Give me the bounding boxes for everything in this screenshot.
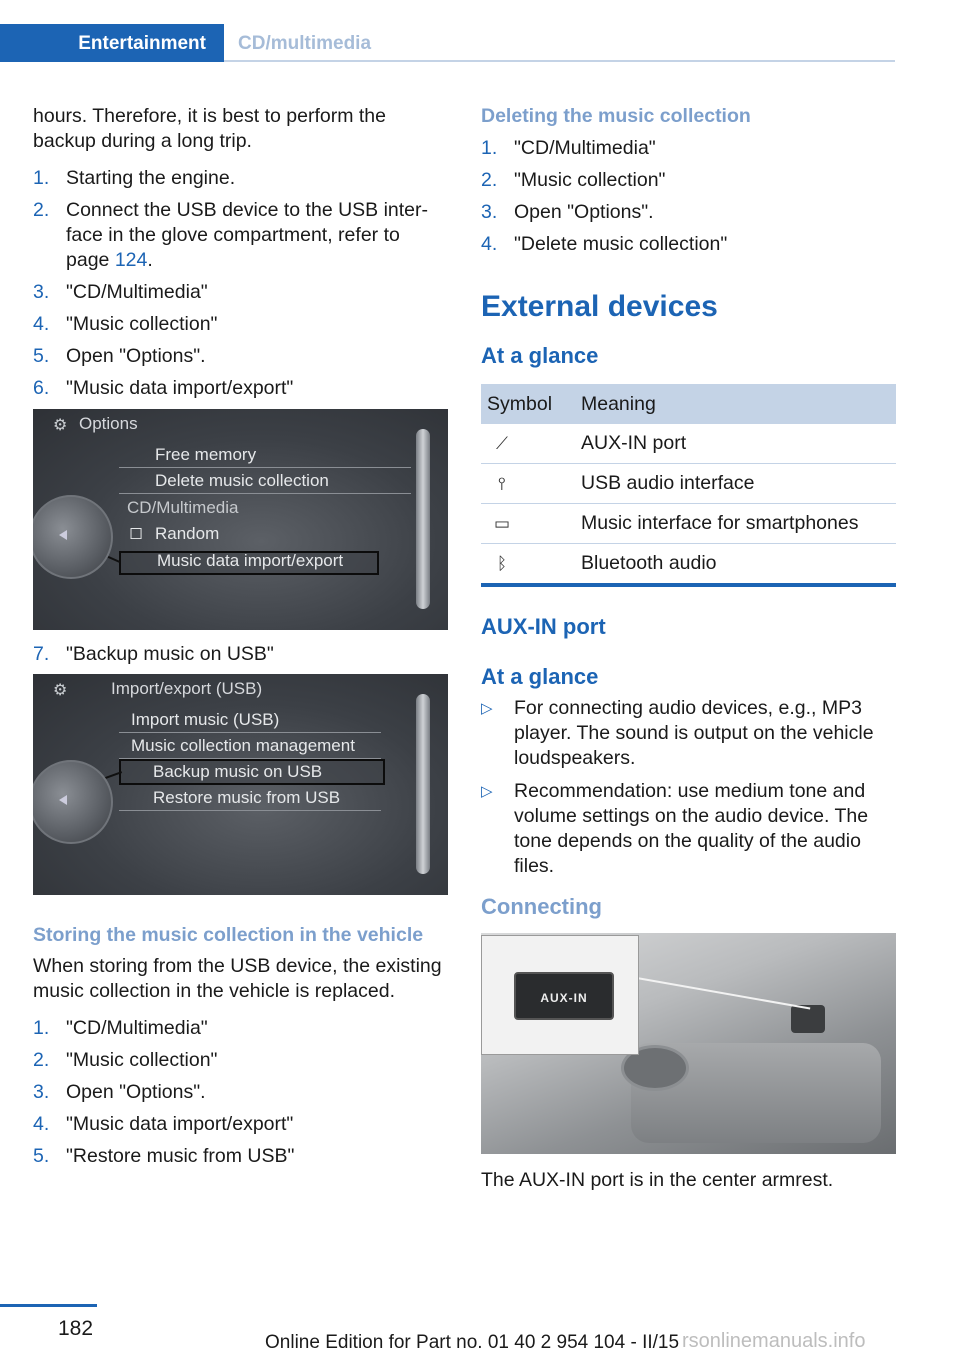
menu-separator: [119, 493, 411, 494]
step-text: Connect the USB device to the USB interface in the glove compartment, refer to page: [66, 199, 429, 271]
storing-paragraph: When storing from the USB device, the existing music collection in the vehicle is replaced.: [33, 955, 442, 1002]
steps-restore: [33, 1016, 448, 1169]
step-number: 3.: [33, 281, 50, 303]
step-text: "Music data import/export": [66, 1113, 294, 1135]
list-item: [33, 280, 448, 305]
aux-in-heading: AUX-IN port: [481, 614, 606, 639]
table-cell-meaning: Music interface for smartphones: [575, 504, 896, 544]
step-number: 3.: [33, 1081, 50, 1103]
step-text: "Music collection": [66, 313, 218, 335]
step-number: 4.: [481, 233, 498, 255]
step-text: "Music collection": [514, 169, 666, 191]
menu-item-restore-usb: Restore music from USB: [153, 788, 341, 807]
list-item: [33, 376, 448, 401]
step-text: "CD/Multimedia": [514, 137, 656, 159]
table-row: [481, 464, 896, 504]
settings-gear-icon: ⚙: [53, 417, 68, 434]
aux-at-a-glance-heading: At a glance: [481, 664, 599, 689]
step-text: "CD/Multimedia": [66, 1017, 208, 1039]
step-text: Open "Options".: [66, 1081, 206, 1103]
page-number: 182: [58, 1317, 94, 1340]
usb-icon: ⫯: [498, 474, 506, 493]
intro-paragraph: hours. Therefore, it is best to perform the backup during a long trip.: [33, 105, 386, 152]
deleting-heading: Deleting the music collection: [481, 105, 751, 127]
menu-item-import-export: Music data import/export: [157, 551, 344, 570]
table-cell-meaning: AUX-IN port: [575, 424, 896, 464]
screen-scroll-arc: [416, 429, 430, 609]
menu-item-import-music: Import music (USB): [131, 710, 280, 729]
steps-delete: [481, 136, 896, 257]
settings-gear-icon: ⚙: [53, 682, 68, 699]
connecting-heading: Connecting: [481, 894, 602, 919]
menu-separator: [119, 467, 411, 468]
step-text-end: .: [147, 249, 153, 271]
steps-backup-continued: [33, 642, 448, 667]
table-header-meaning: Meaning: [575, 384, 896, 424]
step-text: "Backup music on USB": [66, 643, 274, 665]
armrest-photo: [481, 933, 896, 1154]
list-item: [33, 1144, 448, 1169]
at-a-glance-heading: At a glance: [481, 343, 599, 368]
list-item: [33, 198, 448, 273]
triangle-bullet-icon: ▷: [481, 783, 493, 800]
callout-line: [637, 977, 811, 1010]
table-header-symbol: Symbol: [481, 384, 575, 424]
step-text: "Restore music from USB": [66, 1145, 295, 1167]
step-number: 4.: [33, 313, 50, 335]
table-row: [481, 544, 896, 586]
header-tab-cd-multimedia[interactable]: CD/multimedia: [238, 33, 372, 54]
step-number: 2.: [33, 199, 50, 221]
aux-bullets: [481, 696, 896, 879]
step-number: 2.: [33, 1049, 50, 1071]
list-item: [481, 696, 896, 771]
list-item: [481, 779, 896, 879]
aux-in-plate-label: AUX-IN: [540, 991, 588, 1005]
symbol-table: [481, 384, 896, 587]
footer-accent-line: [0, 1304, 97, 1307]
aux-port-closeup: [481, 935, 639, 1055]
bluetooth-icon: ᛒ: [496, 554, 508, 573]
bullet-text: Recommendation: use medium tone and volume settings on the audio device. The tone depends on the quality of the audio files.: [514, 780, 869, 877]
list-item: [481, 232, 896, 257]
photo-caption: The AUX-IN port is in the center armrest.: [481, 1169, 834, 1191]
step-text: "CD/Multimedia": [66, 281, 208, 303]
external-devices-heading: External devices: [481, 290, 718, 323]
storing-heading: Storing the music collection in the vehicle: [33, 924, 424, 946]
controller-knob: [33, 760, 113, 844]
list-item: [33, 166, 448, 191]
table-cell-meaning: USB audio interface: [575, 464, 896, 504]
bullet-text: For connecting audio devices, e.g., MP3 player. The sound is output on the vehicle loudspeakers.: [514, 697, 874, 769]
list-item: [33, 1048, 448, 1073]
header-divider: [224, 60, 895, 62]
list-item: [481, 136, 896, 161]
step-text: Open "Options".: [514, 201, 654, 223]
step-number: 2.: [481, 169, 498, 191]
step-number: 3.: [481, 201, 498, 223]
left-column: [33, 104, 448, 1176]
step-number: 7.: [33, 643, 50, 665]
table-header-row: [481, 384, 896, 424]
checkbox-icon: ◻: [129, 523, 144, 542]
list-item: [33, 1112, 448, 1137]
step-number: 5.: [33, 1145, 50, 1167]
menu-section-cd-multimedia: CD/Multimedia: [127, 498, 239, 517]
right-column: [481, 104, 896, 1193]
triangle-bullet-icon: ▷: [481, 700, 493, 717]
table-row: [481, 424, 896, 464]
menu-item-collection-management: Music collection management: [131, 736, 355, 755]
step-number: 6.: [33, 377, 50, 399]
step-text: "Music collection": [66, 1049, 218, 1071]
step-text: Starting the engine.: [66, 167, 236, 189]
header-tab-entertainment[interactable]: [0, 24, 224, 62]
step-text: "Music data import/export": [66, 377, 294, 399]
watermark: rsonlinemanuals.info: [682, 1330, 866, 1352]
menu-item-free-memory: Free memory: [155, 445, 257, 464]
edition-text: Online Edition for Part no. 01 40 2 954 104 - II/15: [265, 1332, 680, 1353]
table-cell-meaning: Bluetooth audio: [575, 544, 896, 586]
steps-backup: [33, 166, 448, 401]
list-item: [33, 642, 448, 667]
idrive-screen-options: [33, 409, 448, 630]
table-row: [481, 504, 896, 544]
list-item: [33, 1016, 448, 1041]
screen-title: Import/export (USB): [111, 679, 263, 698]
menu-item-backup-usb: Backup music on USB: [153, 762, 323, 781]
step-number: 1.: [33, 1017, 50, 1039]
menu-separator: [119, 732, 381, 733]
aux-in-plate: [514, 972, 614, 1020]
step-text: "Delete music collection": [514, 233, 728, 255]
screen-title: Options: [79, 414, 138, 433]
list-item: [481, 168, 896, 193]
header-tab-entertainment-label: Entertainment: [78, 33, 206, 54]
list-item: [481, 200, 896, 225]
smartphone-music-icon: ▭: [493, 514, 511, 533]
idrive-screen-import-export: [33, 674, 448, 895]
menu-separator: [119, 810, 381, 811]
list-item: [33, 1080, 448, 1105]
menu-item-random: Random: [155, 524, 220, 543]
step-number: 1.: [481, 137, 498, 159]
controller-knob: [33, 495, 113, 579]
list-item: [33, 344, 448, 369]
page-link[interactable]: 124: [114, 249, 148, 271]
aux-plug-icon: ⟋: [496, 434, 508, 453]
step-number: 1.: [33, 167, 50, 189]
step-number: 4.: [33, 1113, 50, 1135]
step-text: Open "Options".: [66, 345, 206, 367]
menu-item-delete-collection: Delete music collection: [155, 471, 329, 490]
screen-scroll-arc: [416, 694, 430, 874]
list-item: [33, 312, 448, 337]
step-number: 5.: [33, 345, 50, 367]
